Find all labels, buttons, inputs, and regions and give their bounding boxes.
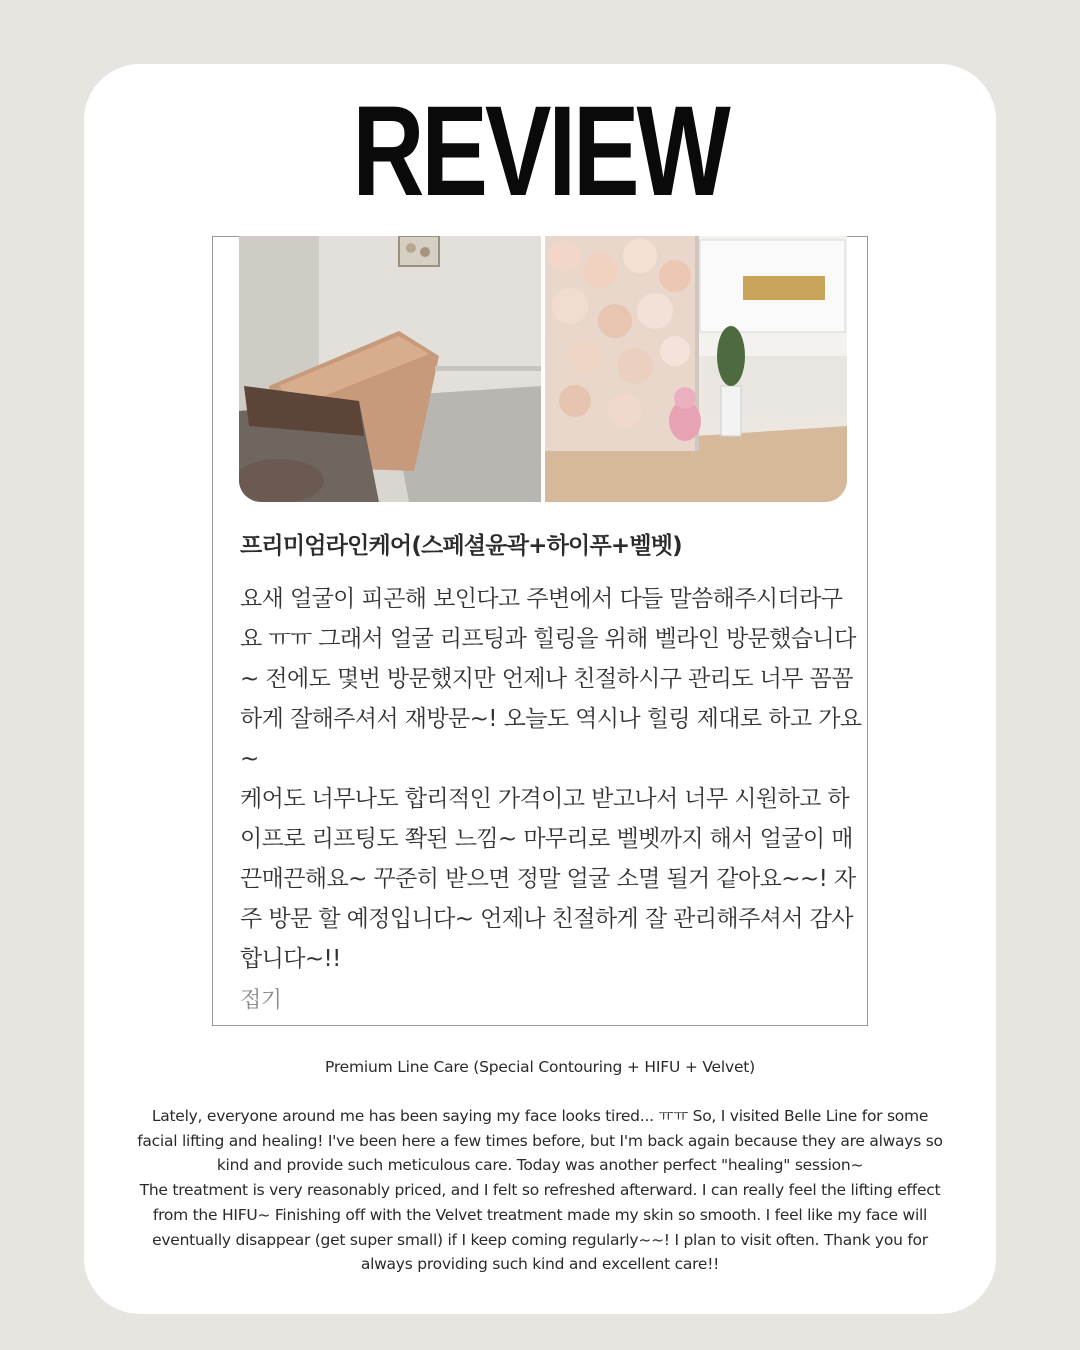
- translation-line: facial lifting and healing! I've been here a few times before, but I'm back again because they are always so: [137, 1131, 943, 1150]
- review-body: [240, 579, 862, 979]
- treatment-room-photo[interactable]: [239, 236, 541, 502]
- translation-line: from the HIFU~ Finishing off with the Velvet treatment made my skin so smooth. I feel like my face will: [152, 1205, 928, 1224]
- review-photos: [239, 236, 847, 502]
- english-translation: [120, 1055, 960, 1277]
- lobby-photo[interactable]: [545, 236, 847, 502]
- fold-button[interactable]: 접기: [240, 988, 282, 1013]
- review-line: 요새 얼굴이 피곤해 보인다고 주변에서 다들 말씀해주시더라구: [240, 586, 843, 612]
- review-line: 끈매끈해요~ 꾸준히 받으면 정말 얼굴 소멸 될거 같아요~~! 자: [240, 866, 856, 892]
- review-line: 이프로 리프팅도 쫙된 느낌~ 마무리로 벨벳까지 해서 얼굴이 매: [240, 826, 853, 852]
- review-line: 주 방문 할 예정입니다~ 언제나 친절하게 잘 관리해주셔서 감사: [240, 906, 853, 932]
- lobby-image: [545, 236, 847, 502]
- translation-line: kind and provide such meticulous care. Today was another perfect "healing" session~: [216, 1156, 864, 1175]
- page-title: REVIEW: [352, 80, 728, 223]
- review-product-name: 프리미엄라인케어(스페셜윤곽+하이푸+벨벳): [240, 533, 682, 559]
- translation-line: always providing such kind and excellent care!!: [360, 1255, 720, 1274]
- review-line: ~ 전에도 몇번 방문했지만 언제나 친절하시구 관리도 너무 꼼꼼: [240, 666, 853, 692]
- review-line: 요 ㅠㅠ 그래서 얼굴 리프팅과 힐링을 위해 벨라인 방문했습니다: [240, 626, 856, 652]
- review-line: 케어도 너무나도 합리적인 가격이고 받고나서 너무 시원하고 하: [240, 786, 850, 812]
- review-post: [212, 236, 868, 1026]
- translation-line: Lately, everyone around me has been saying my face looks tired... ㅠㅠ So, I visited Belle Line for some: [151, 1107, 929, 1125]
- translation-line: The treatment is very reasonably priced, and I felt so refreshed afterward. I can really feel the lifting effect: [139, 1181, 941, 1200]
- review-line: 합니다~!!: [240, 946, 341, 972]
- review-line: 하게 잘해주셔서 재방문~! 오늘도 역시나 힐링 제대로 하고 가요: [240, 706, 862, 732]
- treatment-room-image: [239, 236, 541, 502]
- review-line: ~: [240, 746, 259, 772]
- translation-line: eventually disappear (get super small) if I keep coming regularly~~! I plan to visit often. Thank you for: [152, 1230, 928, 1249]
- translation-title: Premium Line Care (Special Contouring + HIFU + Velvet): [324, 1058, 756, 1076]
- translation-body: [120, 1104, 960, 1277]
